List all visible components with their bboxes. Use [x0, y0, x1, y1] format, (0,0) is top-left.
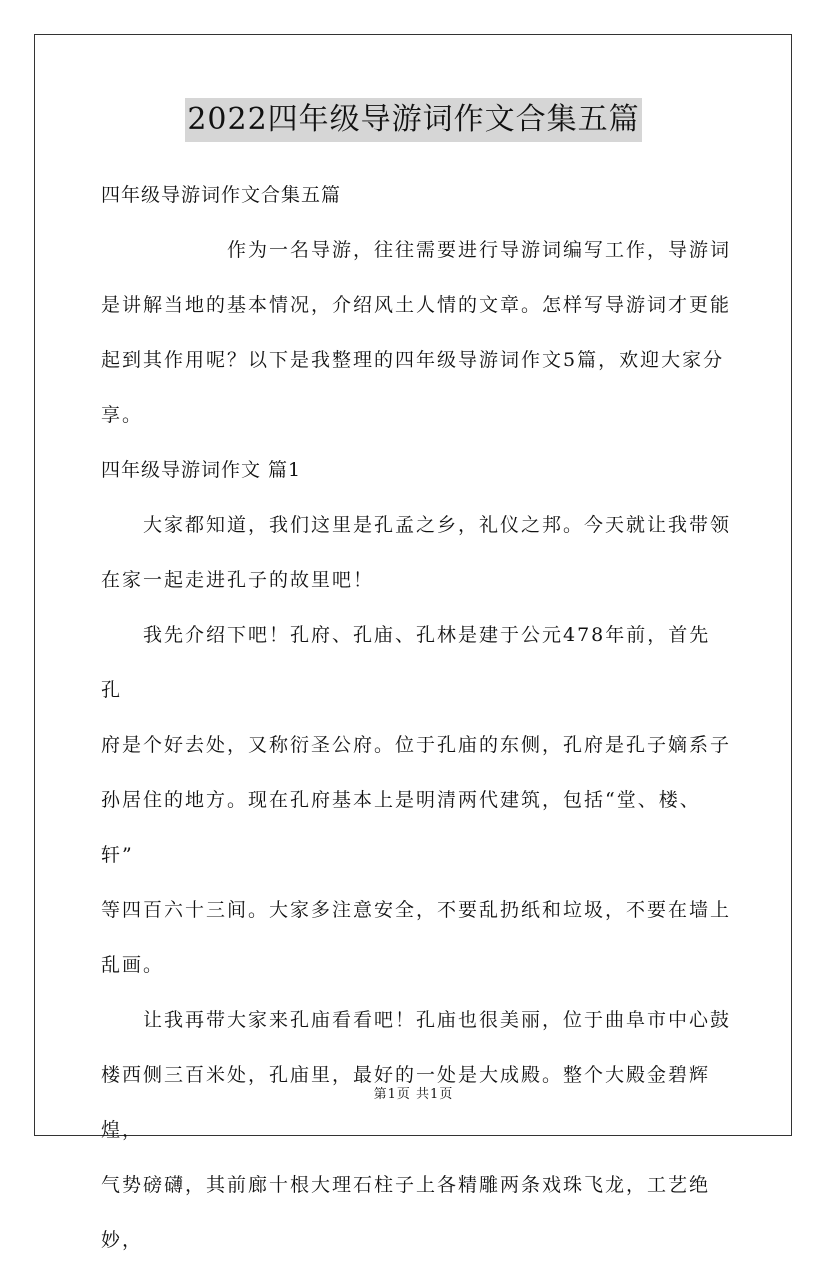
- paragraph-line: 孙居住的地方。现在孔府基本上是明清两代建筑，包括“堂、楼、轩”: [101, 789, 701, 866]
- paragraph-line: 府是个好去处，又称衍圣公府。位于孔庙的东侧，孔府是孔子嫡系子: [101, 734, 732, 756]
- intro-line: 作为一名导游，往往需要进行导游词编写工作，导游词: [227, 239, 732, 261]
- paragraph-line: 等四百六十三间。大家多注意安全，不要乱扔纸和垃圾，不要在墙上: [101, 899, 732, 921]
- body-paragraph: [101, 993, 731, 1268]
- body-paragraph: [101, 498, 731, 608]
- intro-line: 起到其作用呢？以下是我整理的四年级导游词作文5篇，欢迎大家分: [101, 349, 725, 371]
- body-paragraph: [101, 608, 731, 993]
- paragraph-line: 让我再带大家来孔庙看看吧！孔庙也很美丽，位于曲阜市中心鼓: [143, 1009, 732, 1031]
- title-container: [0, 98, 827, 142]
- paragraph-line: 在家一起走进孔子的故里吧！: [101, 569, 375, 591]
- paragraph-line: 楼西侧三百米处，孔庙里，最好的一处是大成殿。整个大殿金碧辉煌，: [101, 1064, 711, 1141]
- page-footer: 第1页 共1页: [373, 1087, 454, 1102]
- paragraph-line: 乱画。: [101, 954, 165, 976]
- intro-paragraph: [101, 223, 731, 443]
- paragraph-line: 大家都知道，我们这里是孔孟之乡，礼仪之邦。今天就让我带领: [143, 514, 732, 536]
- document-subtitle: 四年级导游词作文合集五篇: [101, 184, 342, 206]
- paragraph-line: 我先介绍下吧！孔府、孔庙、孔林是建于公元478年前，首先孔: [101, 624, 711, 701]
- document-title: 2022四年级导游词作文合集五篇: [185, 98, 641, 142]
- document-body: [101, 168, 731, 1268]
- section-heading: 四年级导游词作文 篇1: [101, 459, 302, 481]
- paragraph-line: 气势磅礴，其前廊十根大理石柱子上各精雕两条戏珠飞龙，工艺绝妙，: [101, 1174, 711, 1251]
- intro-line: 是讲解当地的基本情况，介绍风土人情的文章。怎样写导游词才更能: [101, 294, 732, 316]
- intro-line: 享。: [101, 404, 144, 426]
